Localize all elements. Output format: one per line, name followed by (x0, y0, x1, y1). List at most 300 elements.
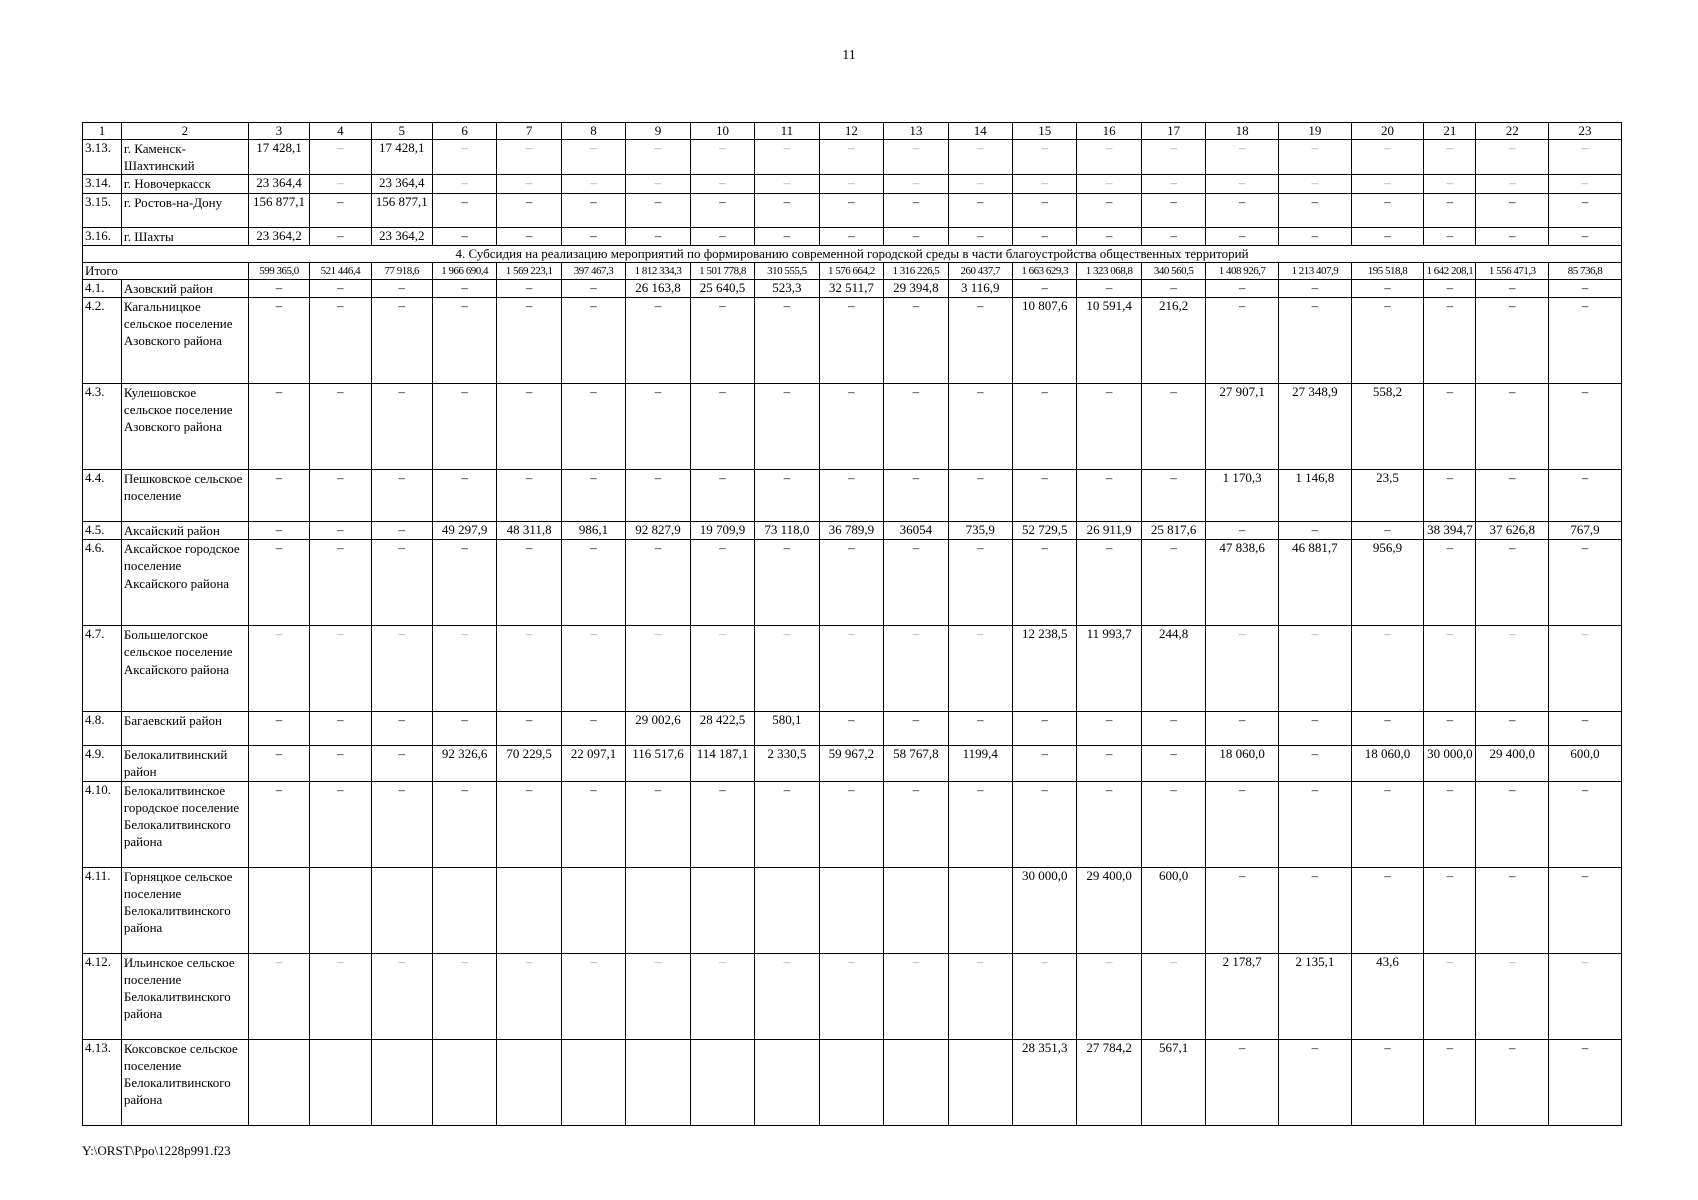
column-header: 5 (371, 123, 432, 140)
value-cell: – (310, 279, 371, 297)
row-number: 4.8. (83, 712, 122, 746)
value-cell (248, 867, 309, 953)
value-cell: – (755, 193, 819, 227)
value-cell: 1 170,3 (1206, 470, 1279, 522)
row-number: 4.4. (83, 470, 122, 522)
column-header: 20 (1351, 123, 1424, 140)
value-cell: – (561, 626, 625, 712)
value-cell: 27 907,1 (1206, 384, 1279, 470)
value-cell: – (1141, 746, 1205, 781)
value-cell: – (1424, 953, 1476, 1039)
value-cell (371, 1039, 432, 1125)
total-value: 521 446,4 (310, 262, 371, 279)
value-cell: – (1206, 712, 1279, 746)
value-cell: – (497, 781, 561, 867)
row-number: 3.16. (83, 227, 122, 245)
value-cell (948, 867, 1012, 953)
section-title: 4. Субсидия на реализацию мероприятий по формированию современной городской среды в части благоустройства общественных территорий (83, 245, 1622, 262)
value-cell: – (310, 540, 371, 626)
value-cell: – (248, 384, 309, 470)
value-cell: – (1141, 540, 1205, 626)
column-header: 13 (884, 123, 948, 140)
value-cell: 38 394,7 (1424, 522, 1476, 540)
section-title-row (83, 245, 1622, 262)
value-cell: – (884, 712, 948, 746)
value-cell (310, 1039, 371, 1125)
value-cell: – (1549, 227, 1622, 245)
value-cell: – (1013, 953, 1077, 1039)
value-cell: – (1424, 626, 1476, 712)
municipality-name: Кагальницкое сельское поселение Азовского района (121, 298, 248, 384)
table-row (83, 626, 1622, 712)
municipality-name: г. Новочеркасск (121, 175, 248, 193)
value-cell: 600,0 (1549, 746, 1622, 781)
value-cell: 29 394,8 (884, 279, 948, 297)
value-cell: – (1077, 540, 1141, 626)
value-cell: – (819, 470, 883, 522)
value-cell: – (1279, 712, 1352, 746)
value-cell (248, 1039, 309, 1125)
value-cell: – (561, 781, 625, 867)
value-cell: – (948, 175, 1012, 193)
value-cell: – (1141, 712, 1205, 746)
value-cell: – (884, 626, 948, 712)
value-cell: 26 163,8 (626, 279, 690, 297)
value-cell: 156 877,1 (248, 193, 309, 227)
value-cell: – (1141, 193, 1205, 227)
value-cell: – (1351, 781, 1424, 867)
value-cell: – (1476, 384, 1549, 470)
total-value: 1 213 407,9 (1279, 262, 1352, 279)
column-header: 18 (1206, 123, 1279, 140)
value-cell: – (1141, 175, 1205, 193)
total-value: 1 323 068,8 (1077, 262, 1141, 279)
value-cell: 735,9 (948, 522, 1012, 540)
table-row (83, 140, 1622, 175)
row-number: 4.9. (83, 746, 122, 781)
column-header: 12 (819, 123, 883, 140)
value-cell: – (1476, 1039, 1549, 1125)
total-value: 1 663 629,3 (1013, 262, 1077, 279)
value-cell: – (755, 227, 819, 245)
value-cell: – (755, 626, 819, 712)
table-row (83, 384, 1622, 470)
table-row (83, 193, 1622, 227)
value-cell: – (1077, 746, 1141, 781)
value-cell: – (1279, 1039, 1352, 1125)
value-cell: 30 000,0 (1013, 867, 1077, 953)
value-cell: – (884, 140, 948, 175)
total-value: 310 555,5 (755, 262, 819, 279)
municipality-name: Азовский район (121, 279, 248, 297)
value-cell (884, 867, 948, 953)
value-cell: – (690, 384, 754, 470)
column-header: 8 (561, 123, 625, 140)
table-row (83, 540, 1622, 626)
value-cell: – (310, 193, 371, 227)
value-cell: – (497, 227, 561, 245)
value-cell: 92 827,9 (626, 522, 690, 540)
column-header: 10 (690, 123, 754, 140)
value-cell: – (432, 781, 496, 867)
value-cell: – (1351, 522, 1424, 540)
value-cell: – (1476, 227, 1549, 245)
value-cell: – (310, 712, 371, 746)
table-row (83, 746, 1622, 781)
value-cell: 29 002,6 (626, 712, 690, 746)
value-cell: – (371, 384, 432, 470)
value-cell: – (1279, 140, 1352, 175)
value-cell: – (1549, 626, 1622, 712)
value-cell: – (310, 522, 371, 540)
value-cell: – (1077, 193, 1141, 227)
value-cell: – (561, 298, 625, 384)
value-cell: 28 422,5 (690, 712, 754, 746)
value-cell: – (1351, 279, 1424, 297)
row-number: 3.13. (83, 140, 122, 175)
table-row (83, 279, 1622, 297)
value-cell: – (432, 227, 496, 245)
municipality-name: Белокалитвинский район (121, 746, 248, 781)
value-cell: – (690, 470, 754, 522)
value-cell: 23 364,4 (248, 175, 309, 193)
value-cell: – (819, 227, 883, 245)
value-cell: – (884, 470, 948, 522)
value-cell: – (248, 746, 309, 781)
total-value: 599 365,0 (248, 262, 309, 279)
table-row (83, 1039, 1622, 1125)
value-cell: – (248, 626, 309, 712)
value-cell: 23 364,4 (371, 175, 432, 193)
value-cell: – (1476, 626, 1549, 712)
value-cell: – (1206, 193, 1279, 227)
municipality-name: Коксовское сельское поселение Белокалитвинского района (121, 1039, 248, 1125)
row-number: 4.3. (83, 384, 122, 470)
value-cell: – (1279, 279, 1352, 297)
column-header: 4 (310, 123, 371, 140)
value-cell: – (1279, 193, 1352, 227)
value-cell: – (432, 279, 496, 297)
row-number: 4.6. (83, 540, 122, 626)
column-header: 14 (948, 123, 1012, 140)
value-cell: – (1476, 953, 1549, 1039)
value-cell: – (1549, 953, 1622, 1039)
value-cell: – (1077, 279, 1141, 297)
value-cell: 27 348,9 (1279, 384, 1352, 470)
value-cell: – (884, 781, 948, 867)
value-cell: – (626, 384, 690, 470)
value-cell: – (1424, 227, 1476, 245)
value-cell: – (497, 279, 561, 297)
total-value: 397 467,3 (561, 262, 625, 279)
value-cell: – (1013, 470, 1077, 522)
value-cell: 30 000,0 (1424, 746, 1476, 781)
value-cell: – (690, 540, 754, 626)
value-cell: – (1351, 712, 1424, 746)
file-path-footer: Y:\ORST\Ppo\1228p991.f23 (82, 1143, 231, 1158)
total-row (83, 262, 1622, 279)
value-cell: – (1141, 781, 1205, 867)
value-cell: – (626, 540, 690, 626)
value-cell: – (371, 522, 432, 540)
municipality-name: Кулешовское сельское поселение Азовского района (121, 384, 248, 470)
value-cell: – (1424, 712, 1476, 746)
value-cell (432, 867, 496, 953)
value-cell: 1199,4 (948, 746, 1012, 781)
value-cell: – (1077, 175, 1141, 193)
value-cell: 37 626,8 (1476, 522, 1549, 540)
row-number: 3.15. (83, 193, 122, 227)
value-cell: – (690, 953, 754, 1039)
value-cell (626, 867, 690, 953)
value-cell: – (1549, 175, 1622, 193)
value-cell: – (1424, 298, 1476, 384)
row-number: 4.1. (83, 279, 122, 297)
value-cell: – (1549, 712, 1622, 746)
total-value: 340 560,5 (1141, 262, 1205, 279)
value-cell: – (561, 227, 625, 245)
value-cell: – (1351, 867, 1424, 953)
value-cell: – (248, 279, 309, 297)
column-header: 2 (121, 123, 248, 140)
value-cell (755, 867, 819, 953)
value-cell: – (310, 626, 371, 712)
value-cell: – (1013, 540, 1077, 626)
value-cell: – (884, 298, 948, 384)
value-cell: – (561, 193, 625, 227)
value-cell: – (1206, 626, 1279, 712)
column-header: 3 (248, 123, 309, 140)
total-value: 195 518,8 (1351, 262, 1424, 279)
value-cell: 52 729,5 (1013, 522, 1077, 540)
value-cell: 22 097,1 (561, 746, 625, 781)
value-cell (755, 1039, 819, 1125)
total-value: 260 437,7 (948, 262, 1012, 279)
value-cell: – (1476, 279, 1549, 297)
value-cell (948, 1039, 1012, 1125)
value-cell: – (497, 140, 561, 175)
value-cell: 558,2 (1351, 384, 1424, 470)
value-cell: – (819, 384, 883, 470)
value-cell (690, 1039, 754, 1125)
value-cell: – (1077, 781, 1141, 867)
value-cell: 523,3 (755, 279, 819, 297)
value-cell: 116 517,6 (626, 746, 690, 781)
value-cell: – (1549, 1039, 1622, 1125)
value-cell: – (948, 140, 1012, 175)
value-cell: – (1351, 193, 1424, 227)
value-cell: – (884, 227, 948, 245)
value-cell: – (1549, 140, 1622, 175)
value-cell: – (626, 470, 690, 522)
value-cell: – (1549, 384, 1622, 470)
total-label: Итого (83, 262, 249, 279)
value-cell: – (432, 470, 496, 522)
column-header: 23 (1549, 123, 1622, 140)
value-cell: 244,8 (1141, 626, 1205, 712)
value-cell: – (310, 953, 371, 1039)
value-cell: – (1279, 746, 1352, 781)
value-cell: – (561, 712, 625, 746)
value-cell: – (432, 626, 496, 712)
value-cell: – (432, 140, 496, 175)
value-cell: – (1141, 279, 1205, 297)
value-cell: – (1206, 175, 1279, 193)
value-cell: – (948, 953, 1012, 1039)
value-cell: – (884, 540, 948, 626)
value-cell: – (561, 953, 625, 1039)
value-cell: – (1077, 470, 1141, 522)
value-cell: – (1424, 540, 1476, 626)
value-cell: – (1206, 522, 1279, 540)
value-cell: 10 807,6 (1013, 298, 1077, 384)
value-cell: – (432, 953, 496, 1039)
value-cell: – (432, 384, 496, 470)
value-cell (884, 1039, 948, 1125)
column-header: 15 (1013, 123, 1077, 140)
value-cell: – (1476, 193, 1549, 227)
value-cell: – (310, 781, 371, 867)
value-cell: 216,2 (1141, 298, 1205, 384)
value-cell: – (626, 227, 690, 245)
value-cell: – (1549, 279, 1622, 297)
value-cell: – (819, 175, 883, 193)
value-cell: – (497, 712, 561, 746)
value-cell: – (1424, 1039, 1476, 1125)
value-cell: – (1424, 384, 1476, 470)
row-number: 4.13. (83, 1039, 122, 1125)
value-cell: – (1476, 140, 1549, 175)
value-cell: – (1476, 712, 1549, 746)
value-cell: 956,9 (1351, 540, 1424, 626)
value-cell: – (1424, 175, 1476, 193)
value-cell (310, 867, 371, 953)
value-cell: – (690, 298, 754, 384)
value-cell: – (497, 540, 561, 626)
value-cell: 18 060,0 (1351, 746, 1424, 781)
value-cell: – (690, 781, 754, 867)
table-row (83, 953, 1622, 1039)
value-cell: – (561, 470, 625, 522)
subsidy-table-wrapper (82, 122, 1622, 1126)
value-cell: – (1549, 193, 1622, 227)
value-cell: – (690, 175, 754, 193)
value-cell: – (497, 193, 561, 227)
value-cell: – (626, 140, 690, 175)
table-row (83, 712, 1622, 746)
value-cell: – (1476, 470, 1549, 522)
value-cell: – (1549, 781, 1622, 867)
value-cell: – (1141, 953, 1205, 1039)
value-cell: – (371, 279, 432, 297)
row-number: 3.14. (83, 175, 122, 193)
value-cell: – (884, 193, 948, 227)
value-cell: – (1206, 279, 1279, 297)
value-cell: 156 877,1 (371, 193, 432, 227)
value-cell: – (626, 193, 690, 227)
value-cell: 58 767,8 (884, 746, 948, 781)
value-cell: – (561, 384, 625, 470)
municipality-name: Белокалитвинское городское поселение Белокалитвинского района (121, 781, 248, 867)
value-cell: – (1351, 1039, 1424, 1125)
value-cell: 26 911,9 (1077, 522, 1141, 540)
value-cell: – (561, 140, 625, 175)
value-cell: 23 364,2 (371, 227, 432, 245)
value-cell: 17 428,1 (248, 140, 309, 175)
value-cell: – (1279, 298, 1352, 384)
value-cell: – (690, 227, 754, 245)
value-cell: – (1013, 193, 1077, 227)
municipality-name: Аксайское городское поселение Аксайского района (121, 540, 248, 626)
row-number: 4.12. (83, 953, 122, 1039)
value-cell: – (248, 712, 309, 746)
value-cell: – (1206, 140, 1279, 175)
value-cell: – (1013, 781, 1077, 867)
value-cell: – (1279, 227, 1352, 245)
column-header: 16 (1077, 123, 1141, 140)
value-cell: – (1549, 540, 1622, 626)
total-value: 1 966 690,4 (432, 262, 496, 279)
value-cell: 70 229,5 (497, 746, 561, 781)
value-cell: 1 146,8 (1279, 470, 1352, 522)
value-cell: – (1141, 384, 1205, 470)
table-row (83, 781, 1622, 867)
value-cell: – (310, 227, 371, 245)
value-cell (561, 1039, 625, 1125)
value-cell (561, 867, 625, 953)
column-header: 22 (1476, 123, 1549, 140)
value-cell: – (1424, 279, 1476, 297)
column-header: 7 (497, 123, 561, 140)
value-cell: – (1141, 140, 1205, 175)
column-header: 21 (1424, 123, 1476, 140)
value-cell: – (561, 279, 625, 297)
table-row (83, 298, 1622, 384)
value-cell: – (371, 540, 432, 626)
value-cell: 29 400,0 (1476, 746, 1549, 781)
value-cell: – (561, 540, 625, 626)
value-cell: – (1549, 298, 1622, 384)
value-cell: 580,1 (755, 712, 819, 746)
value-cell: – (948, 227, 1012, 245)
value-cell: – (248, 298, 309, 384)
value-cell: 92 326,6 (432, 746, 496, 781)
value-cell: – (1424, 470, 1476, 522)
value-cell: – (755, 470, 819, 522)
value-cell (819, 1039, 883, 1125)
value-cell: – (432, 175, 496, 193)
value-cell: – (1141, 227, 1205, 245)
value-cell: – (948, 298, 1012, 384)
total-value: 1 316 226,5 (884, 262, 948, 279)
value-cell: – (1351, 227, 1424, 245)
municipality-name: г. Ростов-на-Дону (121, 193, 248, 227)
municipality-name: Аксайский район (121, 522, 248, 540)
value-cell: – (1077, 227, 1141, 245)
table-row (83, 522, 1622, 540)
municipality-name: Горняцкое сельское поселение Белокалитвинского района (121, 867, 248, 953)
row-number: 4.2. (83, 298, 122, 384)
value-cell: – (819, 953, 883, 1039)
value-cell: – (755, 953, 819, 1039)
value-cell: 19 709,9 (690, 522, 754, 540)
table-row (83, 175, 1622, 193)
value-cell: – (884, 384, 948, 470)
value-cell: 2 330,5 (755, 746, 819, 781)
value-cell: – (248, 540, 309, 626)
value-cell: – (310, 470, 371, 522)
value-cell: – (1077, 384, 1141, 470)
